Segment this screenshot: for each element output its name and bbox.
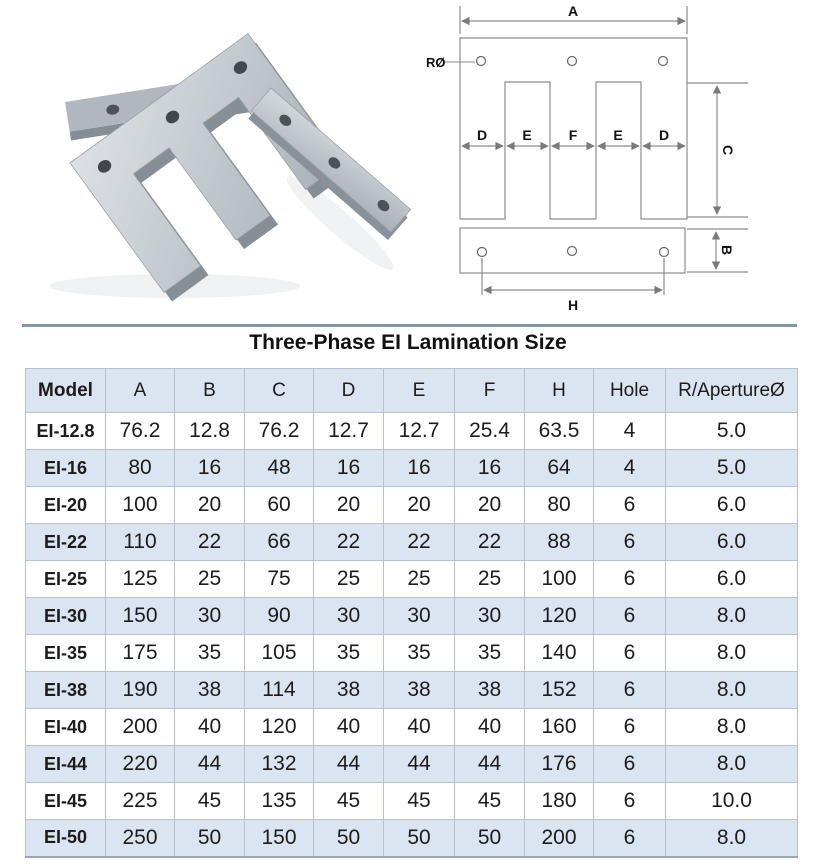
value-cell: 16	[384, 450, 455, 487]
value-cell: 44	[384, 746, 455, 783]
value-cell: 8.0	[666, 672, 798, 709]
value-cell: 160	[525, 709, 594, 746]
value-cell: 6	[594, 487, 666, 524]
model-cell: EI-22	[26, 524, 106, 561]
value-cell: 6	[594, 524, 666, 561]
hole-icon	[477, 57, 486, 66]
column-header: B	[175, 369, 245, 413]
value-cell: 6	[594, 635, 666, 672]
dimension-diagram	[420, 0, 816, 322]
value-cell: 16	[175, 450, 245, 487]
value-cell: 5.0	[666, 450, 798, 487]
value-cell: 176	[525, 746, 594, 783]
model-cell: EI-38	[26, 672, 106, 709]
value-cell: 48	[245, 450, 314, 487]
value-cell: 44	[455, 746, 525, 783]
value-cell: 30	[384, 598, 455, 635]
value-cell: 76.2	[245, 413, 314, 450]
value-cell: 38	[175, 672, 245, 709]
model-cell: EI-16	[26, 450, 106, 487]
model-cell: EI-45	[26, 783, 106, 820]
value-cell: 44	[314, 746, 384, 783]
model-cell: EI-50	[26, 820, 106, 857]
i-bar-outline	[460, 228, 685, 273]
value-cell: 35	[384, 635, 455, 672]
value-cell: 25	[384, 561, 455, 598]
value-cell: 220	[106, 746, 175, 783]
value-cell: 60	[245, 487, 314, 524]
dim-label-r: RØ	[426, 55, 446, 70]
table-row	[26, 487, 798, 524]
value-cell: 200	[106, 709, 175, 746]
model-cell: EI-30	[26, 598, 106, 635]
dim-label-a: A	[567, 3, 579, 19]
table-row	[26, 413, 798, 450]
column-header: D	[314, 369, 384, 413]
value-cell: 22	[455, 524, 525, 561]
hole-icon	[660, 248, 669, 257]
value-cell: 50	[384, 820, 455, 857]
value-cell: 25	[175, 561, 245, 598]
value-cell: 80	[106, 450, 175, 487]
table-row	[26, 561, 798, 598]
value-cell: 22	[314, 524, 384, 561]
value-cell: 64	[525, 450, 594, 487]
table-title: Three-Phase EI Lamination Size	[249, 331, 567, 354]
value-cell: 45	[455, 783, 525, 820]
value-cell: 135	[245, 783, 314, 820]
model-cell: EI-40	[26, 709, 106, 746]
value-cell: 50	[175, 820, 245, 857]
table-row	[26, 524, 798, 561]
value-cell: 5.0	[666, 413, 798, 450]
section-divider	[22, 324, 797, 327]
value-cell: 6.0	[666, 487, 798, 524]
value-cell: 40	[384, 709, 455, 746]
model-cell: EI-44	[26, 746, 106, 783]
value-cell: 22	[175, 524, 245, 561]
value-cell: 6	[594, 672, 666, 709]
value-cell: 16	[455, 450, 525, 487]
value-cell: 4	[594, 450, 666, 487]
value-cell: 63.5	[525, 413, 594, 450]
value-cell: 25.4	[455, 413, 525, 450]
model-cell: EI-25	[26, 561, 106, 598]
value-cell: 120	[525, 598, 594, 635]
value-cell: 45	[384, 783, 455, 820]
hole-icon	[568, 57, 577, 66]
value-cell: 100	[525, 561, 594, 598]
dim-label-e: E	[522, 127, 532, 143]
value-cell: 105	[245, 635, 314, 672]
value-cell: 30	[455, 598, 525, 635]
column-header: C	[245, 369, 314, 413]
value-cell: 6.0	[666, 524, 798, 561]
hole-icon	[568, 247, 577, 256]
value-cell: 50	[314, 820, 384, 857]
value-cell: 8.0	[666, 746, 798, 783]
dim-label-h: H	[567, 297, 579, 313]
value-cell: 25	[314, 561, 384, 598]
table-row	[26, 635, 798, 672]
value-cell: 35	[455, 635, 525, 672]
model-cell: EI-35	[26, 635, 106, 672]
hole-icon	[478, 248, 487, 257]
header-row	[26, 369, 798, 413]
value-cell: 190	[106, 672, 175, 709]
value-cell: 20	[175, 487, 245, 524]
value-cell: 4	[594, 413, 666, 450]
value-cell: 6	[594, 820, 666, 857]
hole-icon	[659, 57, 668, 66]
dim-label-f: F	[568, 127, 578, 143]
dim-label-d: D	[658, 127, 670, 143]
value-cell: 100	[106, 487, 175, 524]
value-cell: 8.0	[666, 820, 798, 857]
value-cell: 225	[106, 783, 175, 820]
table-row	[26, 783, 798, 820]
column-header: E	[384, 369, 455, 413]
value-cell: 6	[594, 598, 666, 635]
column-header: F	[455, 369, 525, 413]
value-cell: 8.0	[666, 598, 798, 635]
value-cell: 120	[245, 709, 314, 746]
table-row	[26, 450, 798, 487]
column-header: Model	[26, 369, 106, 413]
value-cell: 6	[594, 561, 666, 598]
table-row	[26, 746, 798, 783]
value-cell: 66	[245, 524, 314, 561]
value-cell: 40	[175, 709, 245, 746]
ei-lamination-photo	[15, 28, 415, 310]
value-cell: 6	[594, 746, 666, 783]
value-cell: 38	[314, 672, 384, 709]
value-cell: 12.7	[314, 413, 384, 450]
column-header: Hole	[594, 369, 666, 413]
column-header: R/ApertureØ	[666, 369, 798, 413]
value-cell: 30	[175, 598, 245, 635]
value-cell: 10.0	[666, 783, 798, 820]
value-cell: 150	[245, 820, 314, 857]
value-cell: 80	[525, 487, 594, 524]
table-body	[26, 413, 798, 857]
model-cell: EI-12.8	[26, 413, 106, 450]
value-cell: 45	[314, 783, 384, 820]
value-cell: 20	[455, 487, 525, 524]
table-row	[26, 672, 798, 709]
value-cell: 110	[106, 524, 175, 561]
value-cell: 140	[525, 635, 594, 672]
value-cell: 114	[245, 672, 314, 709]
value-cell: 88	[525, 524, 594, 561]
table-row	[26, 709, 798, 746]
value-cell: 38	[455, 672, 525, 709]
value-cell: 6	[594, 709, 666, 746]
column-header: H	[525, 369, 594, 413]
value-cell: 35	[314, 635, 384, 672]
value-cell: 20	[314, 487, 384, 524]
value-cell: 20	[384, 487, 455, 524]
value-cell: 12.7	[384, 413, 455, 450]
table-row	[26, 598, 798, 635]
table-row	[26, 820, 798, 857]
value-cell: 45	[175, 783, 245, 820]
value-cell: 22	[384, 524, 455, 561]
value-cell: 152	[525, 672, 594, 709]
lamination-size-table	[25, 368, 798, 858]
value-cell: 180	[525, 783, 594, 820]
value-cell: 150	[106, 598, 175, 635]
dim-label-c: C	[720, 144, 736, 156]
value-cell: 35	[175, 635, 245, 672]
value-cell: 44	[175, 746, 245, 783]
value-cell: 30	[314, 598, 384, 635]
dim-label-b: B	[719, 244, 735, 256]
product-photo	[15, 28, 415, 310]
value-cell: 25	[455, 561, 525, 598]
value-cell: 40	[314, 709, 384, 746]
dim-label-e: E	[613, 127, 623, 143]
value-cell: 16	[314, 450, 384, 487]
value-cell: 6	[594, 783, 666, 820]
value-cell: 175	[106, 635, 175, 672]
value-cell: 200	[525, 820, 594, 857]
value-cell: 50	[455, 820, 525, 857]
value-cell: 90	[245, 598, 314, 635]
value-cell: 8.0	[666, 635, 798, 672]
value-cell: 132	[245, 746, 314, 783]
model-cell: EI-20	[26, 487, 106, 524]
value-cell: 38	[384, 672, 455, 709]
value-cell: 40	[455, 709, 525, 746]
value-cell: 75	[245, 561, 314, 598]
dim-label-d: D	[476, 127, 488, 143]
value-cell: 12.8	[175, 413, 245, 450]
value-cell: 8.0	[666, 709, 798, 746]
value-cell: 76.2	[106, 413, 175, 450]
value-cell: 250	[106, 820, 175, 857]
column-header: A	[106, 369, 175, 413]
value-cell: 6.0	[666, 561, 798, 598]
value-cell: 125	[106, 561, 175, 598]
